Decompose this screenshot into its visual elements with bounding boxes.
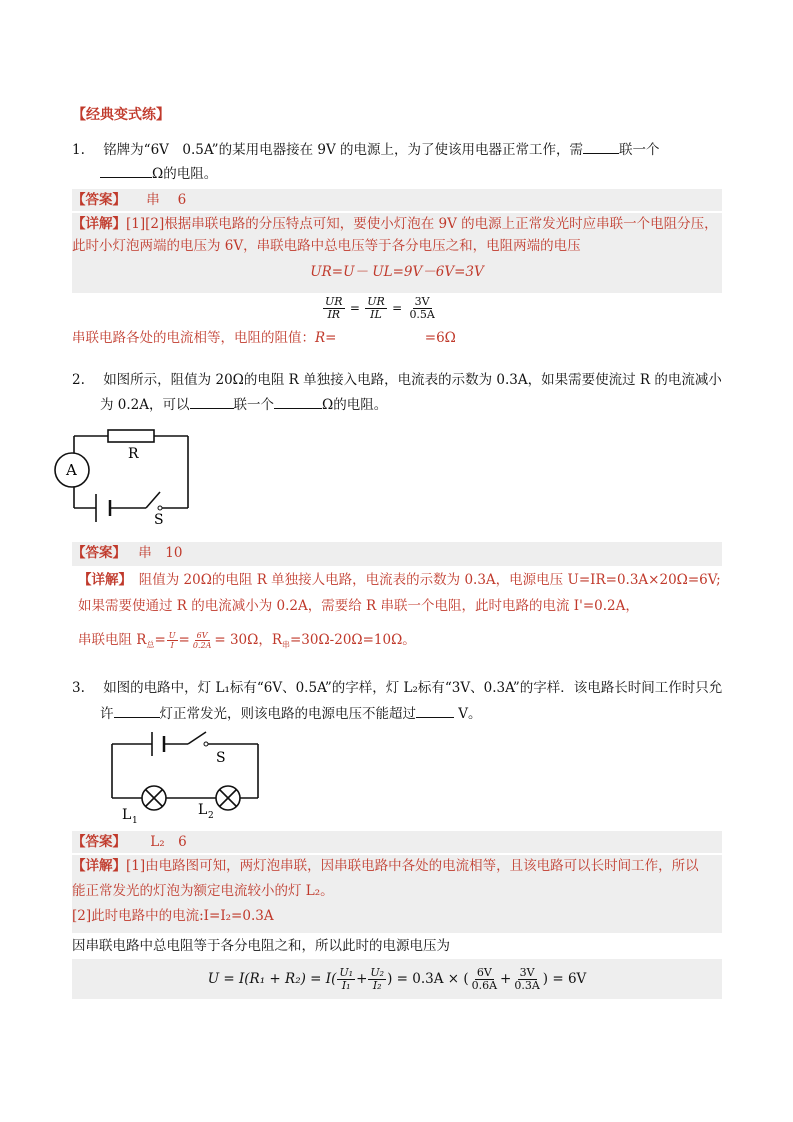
answer-value: 串 6 xyxy=(146,192,187,208)
answer-label: 【答案】 xyxy=(72,192,126,208)
switch-icon xyxy=(146,492,160,508)
detail-text: 此时小灯泡两端的电压为 6V，串联电路中总电压等于各分电压之和，电阻两端的电压 xyxy=(72,238,581,254)
resistance-fractions: $\frac{UR}{IR}$ = $\frac{UR}{IL}$ = $\frac{3V}{0.5A}$ xyxy=(325,295,435,321)
blank-1[interactable] xyxy=(190,394,234,409)
svg-text:S: S xyxy=(154,512,164,528)
question-number: 3. xyxy=(72,680,85,696)
answer-row xyxy=(72,189,722,211)
detail-line: 串联电阻 $R_总=$ $\frac{U}{I}$ = $\frac{6V}{0.2A}$ = 30Ω，$R_串=30\Omega-20\Omega=10\Omega$。 xyxy=(78,631,416,650)
blank-1[interactable] xyxy=(583,139,619,154)
svg-text:S: S xyxy=(216,750,226,766)
svg-text:A: A xyxy=(66,461,77,479)
question-text: 如图的电路中，灯 L₁标有“6V、0.5A”的字样，灯 L₂标有“3V、0.3A”的字样．该电路长时间工作时只允 xyxy=(103,680,723,696)
svg-text:1: 1 xyxy=(132,816,138,826)
blank-2[interactable] xyxy=(416,703,454,718)
detail-block xyxy=(72,213,722,293)
answer-row: 【答案】 串 10 xyxy=(72,542,722,566)
detail-line xyxy=(78,569,728,591)
detail-block xyxy=(72,855,722,933)
detail-line: 串联电路各处的电流相等，电阻的阻值：R= =6Ω xyxy=(72,330,456,346)
detail-text: 能正常发光的灯泡为额定电流较小的灯 L₂。 xyxy=(72,883,334,899)
blank-2[interactable] xyxy=(274,394,322,409)
detail-text: [1][2]根据串联电路的分压特点可知，要使小灯泡在 9V 的电源上正常发光时应串联一个电阻分压， xyxy=(126,216,718,232)
detail-text: 阻值为 20Ω的电阻 R 单独接人电路，电流表的示数为 0.3A，电源电压 U=IR=0.3A×20Ω=6V; xyxy=(125,572,721,588)
resistor-icon xyxy=(108,430,154,442)
switch-icon xyxy=(188,732,206,744)
final-equation: U = I(R₁ + R₂) = I( $\frac{\text{U₁}}{\text{I₁}}$ + $\frac{\text{U₂}}{\text{I₂}}$ ) = 0.3A × ( $\frac{6V}{0.6A}$ + $\frac{3V}{0.3A}$ ) = 6V xyxy=(72,959,722,999)
question-text: 如图所示，阻值为 20Ω的电阻 R 单独接入电路，电流表的示数为 0.3A，如果需要使流过 R 的电流减小 xyxy=(103,372,722,388)
svg-text:L: L xyxy=(198,802,208,818)
question-1-line2 xyxy=(100,162,217,186)
circuit-diagram-1 xyxy=(54,424,204,534)
blank-2[interactable] xyxy=(100,163,152,178)
question-text: Ω的电阻。 xyxy=(152,166,218,182)
detail-text: [2]此时电路中的电流:I=I₂=0.3A xyxy=(72,908,274,924)
detail-text: 串联电路各处的电流相等，电阻的阻值： xyxy=(72,330,315,346)
answer-row: 【答案】 L₂ 6 xyxy=(72,831,722,853)
question-text: 联一个 xyxy=(618,142,660,158)
equation: UR=U－ UL=9V－6V=3V xyxy=(310,264,484,280)
question-number: 1. xyxy=(72,142,85,158)
detail-label: 【详解】 xyxy=(78,572,126,588)
result: =6Ω xyxy=(424,330,456,346)
question-2 xyxy=(72,368,722,392)
detail-label: 【详解】 xyxy=(72,858,126,874)
answer-value: 串 10 xyxy=(138,545,183,561)
question-1 xyxy=(72,138,659,162)
detail-label: 【详解】 xyxy=(72,216,126,232)
detail-text: 如果需要使通过 R 的电流减小为 0.2A，需要给 R 串联一个电阻，此时电路的电流 I'=0.2A， xyxy=(78,598,639,614)
answer-value: L₂ 6 xyxy=(150,834,187,850)
question-number: 2. xyxy=(72,372,85,388)
svg-text:R: R xyxy=(128,446,139,462)
detail-line xyxy=(72,935,722,957)
svg-text:2: 2 xyxy=(208,811,214,821)
question-text: 铭牌为“6V 0.5A”的某用电器接在 9V 的电源上，为了使该用电器正常工作，需 xyxy=(103,142,583,158)
svg-text:L: L xyxy=(122,807,132,823)
question-2-line2: 为 0.2A，可以 联一个 Ω的电阻。 xyxy=(100,393,387,417)
circuit-diagram-2 xyxy=(106,726,266,826)
detail-text: [1]由电路图可知，两灯泡串联，因串联电路中各处的电流相等，且该电路可以长时间工作，所以 xyxy=(126,858,699,874)
blank-1[interactable] xyxy=(114,703,160,718)
question-3-line2: 许 灯正常发光，则该电路的电源电压不能超过 V。 xyxy=(100,702,482,726)
detail-text: 因串联电路中总电阻等于各分电阻之和，所以此时的电源电压为 xyxy=(72,938,450,954)
detail-line xyxy=(78,595,728,617)
section-title: 【经典变式练】 xyxy=(72,107,170,123)
question-3 xyxy=(72,676,722,700)
